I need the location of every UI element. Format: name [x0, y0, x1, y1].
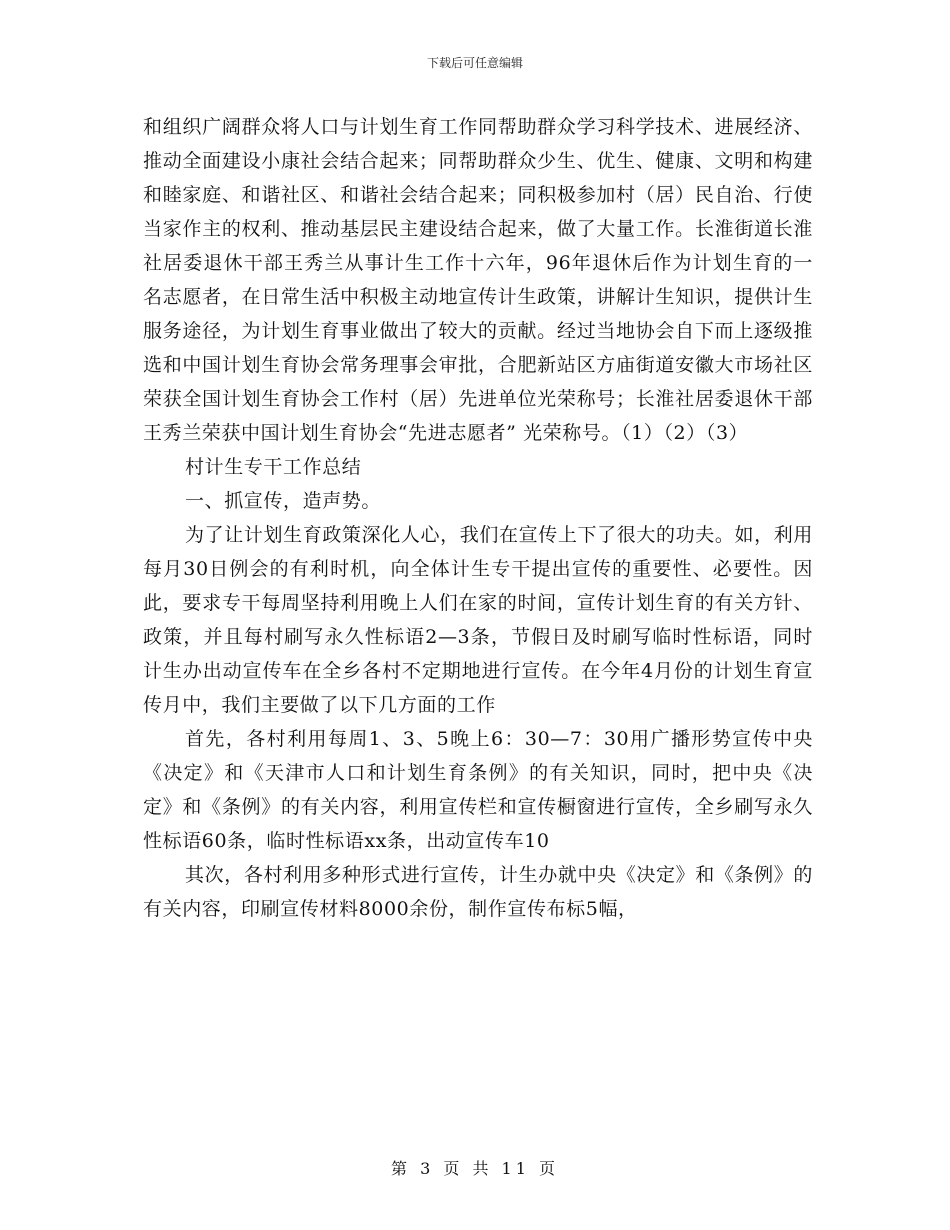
paragraph-second: 其次，各村利用多种形式进行宣传，计生办就中央《决定》和《条例》的有关内容，印刷宣传材料8000余份，制作宣传布标5幅， [143, 864, 813, 920]
paragraph-publicity: 为了让计划生育政策深化人心，我们在宣传上下了很大的功夫。如，利用每月30日例会的有利时机，向全体计生专干提出宣传的重要性、必要性。因此，要求专干每周坚持利用晚上人们在家的时间，宣传计划生育的有关方针、政策，并且每村刷写永久性标语2—3条，节假日及时刷写临时性标语，同时计生办出动宣传车在全乡各村不定期地进行宣传。在今年4月份的计划生育宣传月中，我们主要做了以下几方面的工作 [143, 524, 813, 716]
section-title: 村计生专干工作总结 [185, 456, 362, 478]
page-footer: 第 3 页 共 11 页 [391, 1159, 559, 1178]
paragraph-first: 首先，各村利用每周1、3、5晚上6：30—7：30用广播形势宣传中央《决定》和《天津市人口和计划生育条例》的有关知识，同时，把中央《决定》和《条例》的有关内容，利用宣传栏和宣传橱窗进行宣传，全乡刷写永久性标语60条，临时性标语xx条，出动宣传车10 [143, 728, 813, 852]
section-heading: 一、抓宣传，造声势。 [185, 490, 382, 512]
paragraph-continuation: 和组织广阔群众将人口与计划生育工作同帮助群众学习科学技术、进展经济、推动全面建设小康社会结合起来；同帮助群众少生、优生、健康、文明和构建和睦家庭、和谐社区、和谐社会结合起来；同积极参加村（居）民自治、行使当家作主的权利、推动基层民主建设结合起来，做了大量工作。长淮街道长淮社居委退休干部王秀兰从事计生工作十六年，96年退休后作为计划生育的一名志愿者，在日常生活中积极主动地宣传计生政策，讲解计生知识，提供计生服务途径，为计划生育事业做出了较大的贡献。经过当地协会自下而上逐级推选和中国计划生育协会常务理事会审批，合肥新站区方庙街道安徽大市场社区荣获全国计划生育协会工作村（居）先进单位光荣称号；长淮社居委退休干部王秀兰荣获中国计划生育协会“先进志愿者” 光荣称号。（1）（2）（3） [143, 116, 813, 444]
page-header: 下载后可任意编辑 [426, 56, 523, 70]
document-body [143, 110, 813, 926]
